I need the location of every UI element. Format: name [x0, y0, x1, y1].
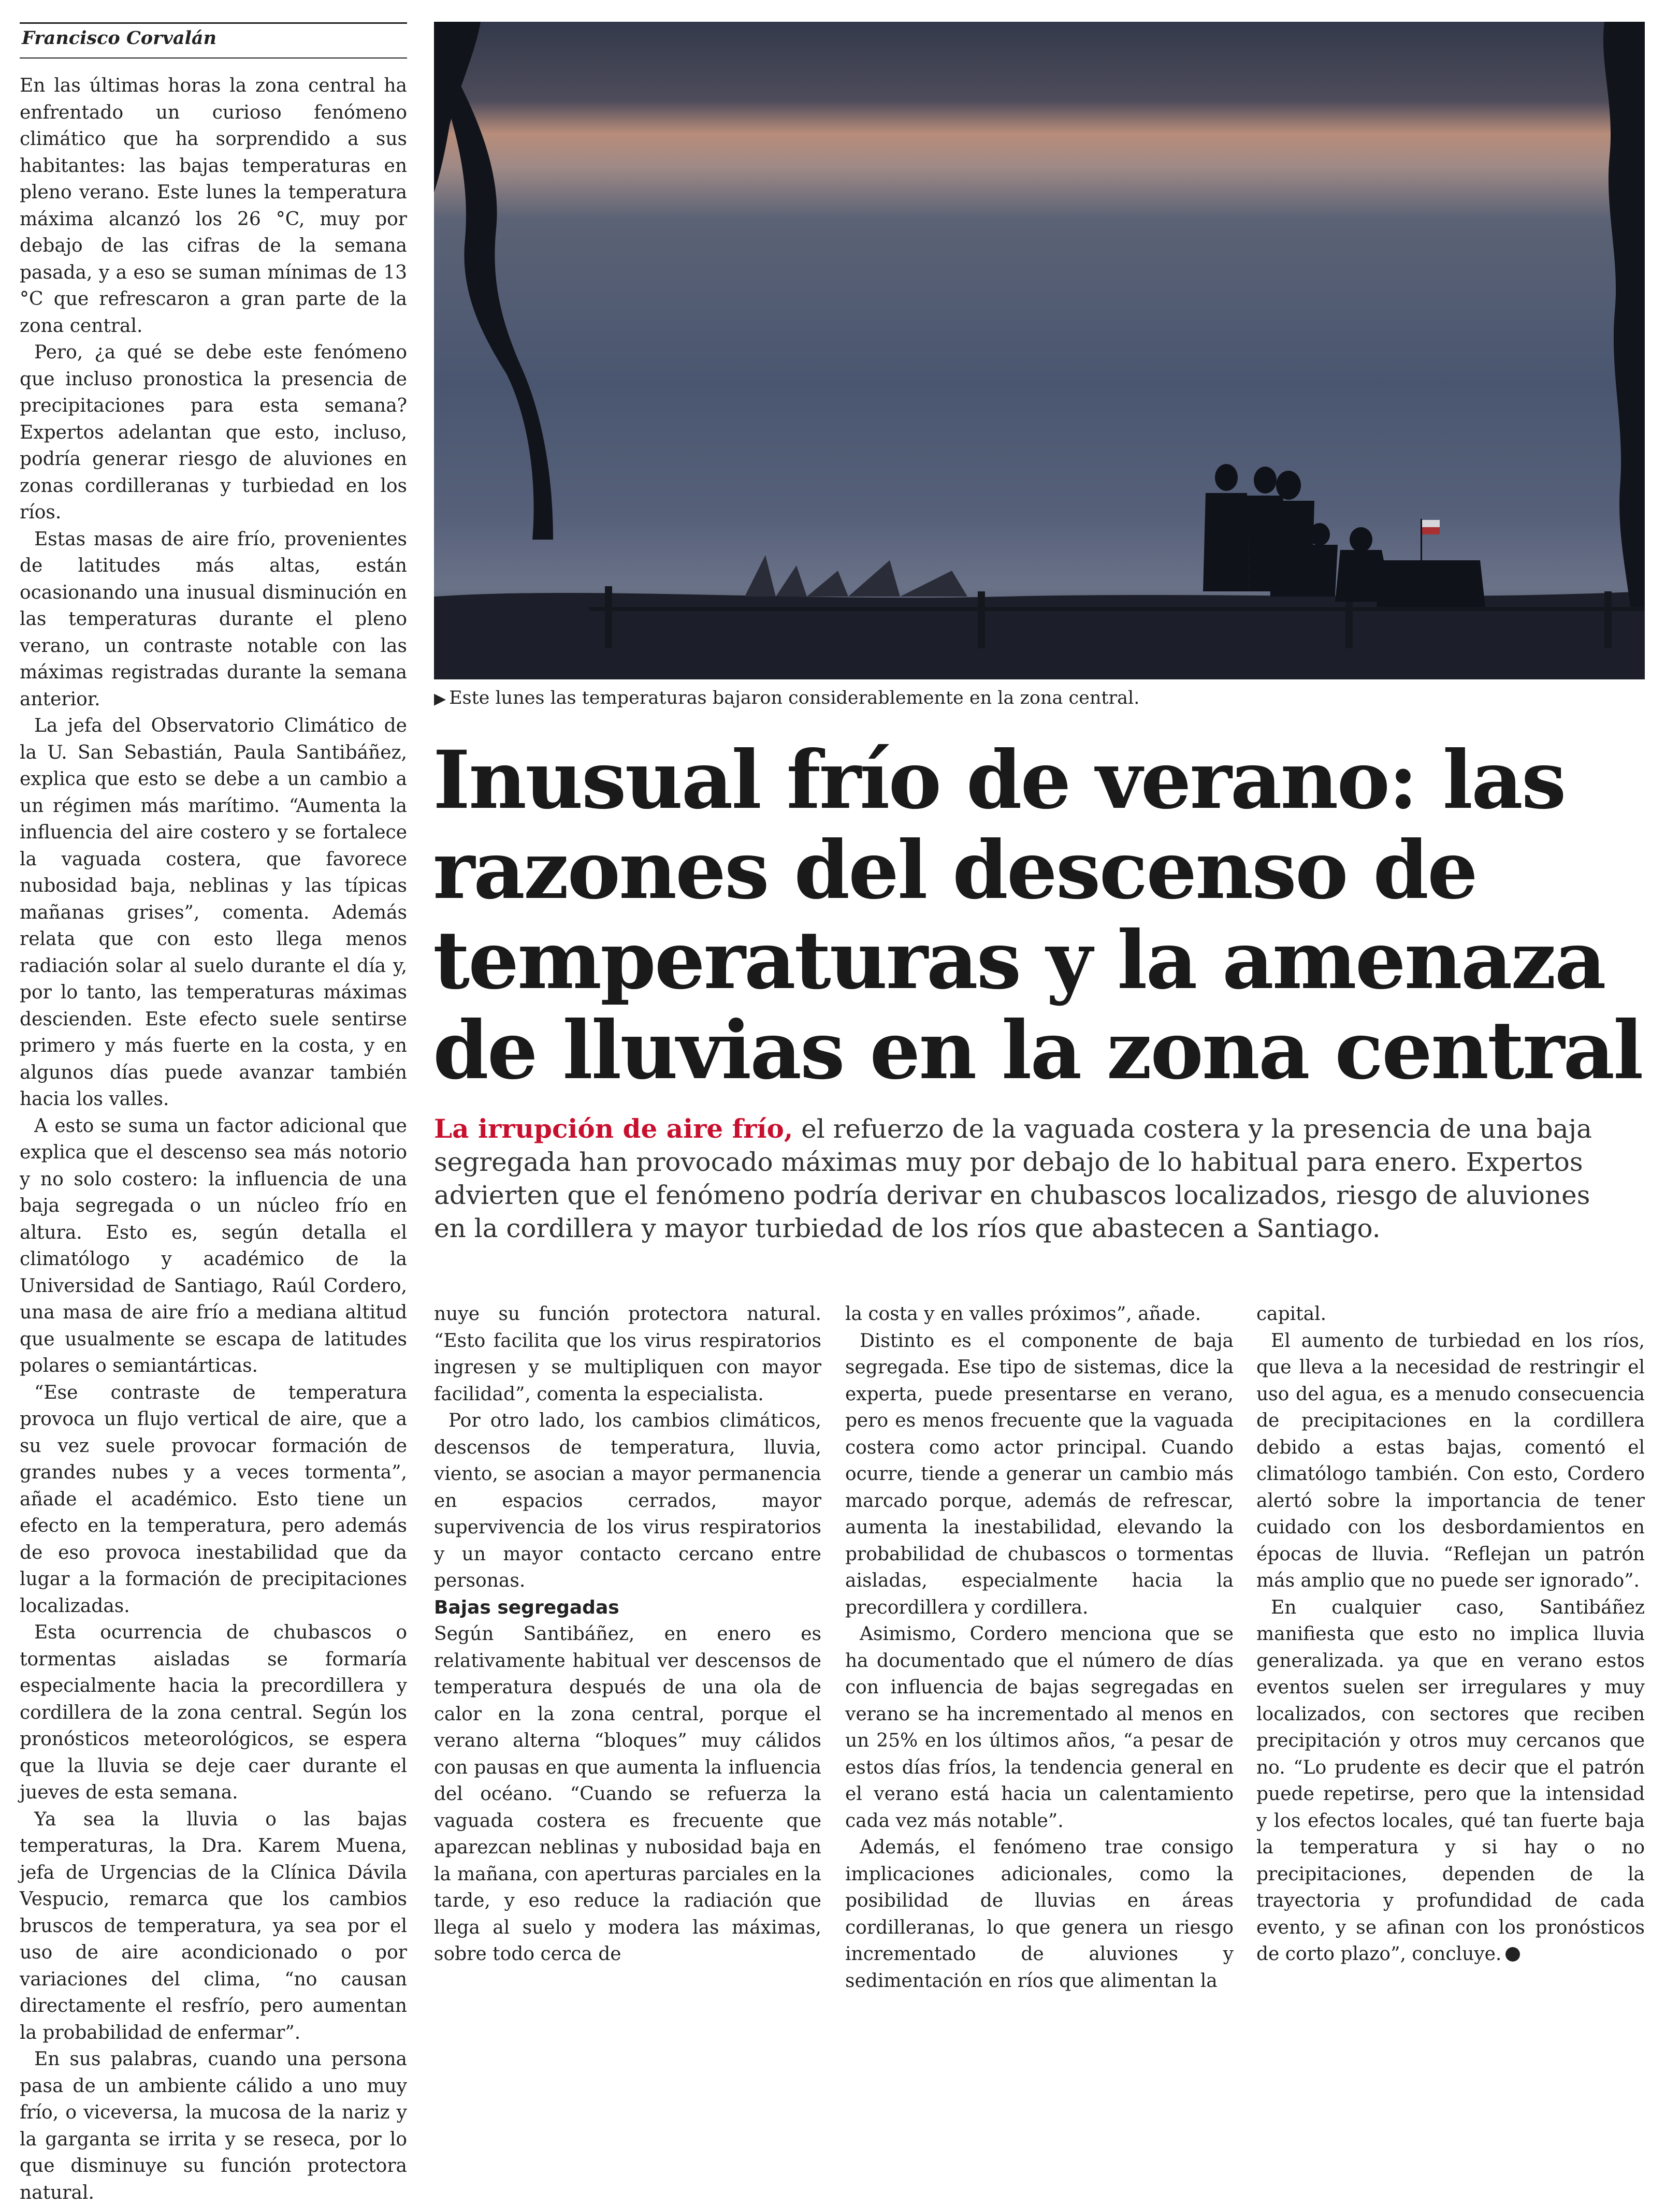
paragraph: Esta ocurrencia de chubascos o tormentas aisladas se formaría especialmente hacia la precordillera y cordillera de la zona central. Según los pronósticos meteorológicos, se espera que la lluvia se deje caer durante el jueves de esta semana.	[20, 1622, 407, 1803]
paragraph: La jefa del Observatorio Climático de la U. San Sebastián, Paula Santibáñez, explica que esto se debe a un cambio a un régimen más marítimo. “Aumenta la influencia del aire costero y se fortalece la vaguada costera, que favorece nubosidad baja, neblinas y las típicas mañanas grises”, comenta. Además relata que con esto llega menos radiación solar al suelo durante el día y, por lo tanto, las temperaturas máximas descienden. Este efecto suele sentirse primero y más fuerte en la costa, y en algunos días puede avanzar también hacia los valles.	[20, 715, 407, 1110]
byline: Francisco Corvalán	[22, 27, 217, 49]
paragraph: Asimismo, Cordero menciona que se ha documentado que el número de días con influencia de bajas segregadas en verano se ha incrementado al menos en un 25% en los últimos años, “a pesar de estos días fríos, la tendencia general en el verano está hacia un calentamiento cada vez más notable”.	[845, 1623, 1234, 1832]
lead-highlight: La irrupción de aire frío,	[434, 1113, 793, 1144]
paragraph: A esto se suma un factor adicional que explica que el descenso sea más notorio y no solo costero: la influencia de una baja segregada o un núcleo frío en altura. Esto es, según detalla el climatólogo y académico de la Universidad de Santiago, Raúl Cordero, una masa de aire frío a mediana altitud que usualmente se escapa de latitudes polares o semiantárticas.	[20, 1115, 407, 1376]
paragraph	[1256, 1594, 1645, 1968]
paragraph: la costa y en valles próximos”, añade.	[845, 1303, 1201, 1325]
paragraph: Según Santibáñez, en enero es relativamente habitual ver descensos de temperatura después de una ola de calor en la zona central, porque el verano alterna “bloques” muy cálidos con pausas en que aumenta la influencia del océano. “Cuando se refuerza la vaguada costera es frecuente que aparezcan neblinas y nubosidad baja en la mañana, con aperturas parciales en la tarde, y eso reduce la radiación que llega al suelo y modera las máximas, sobre todo cerca de	[434, 1623, 821, 1965]
paragraph: Por otro lado, los cambios climáticos, descensos de temperatura, lluvia, viento, se asocian a mayor permanencia en espacios cerrados, mayor supervivencia de los virus respiratorios y un mayor contacto cercano entre personas.	[434, 1410, 821, 1591]
caption-marker-icon: ▶	[434, 690, 446, 708]
paragraph: “Ese contraste de temperatura provoca un flujo vertical de aire, que a su vez suele provocar formación de grandes nubes y a veces tormenta”, añade el académico. Esto tiene un efecto en la temperatura, pero además de eso provoca inestabilidad que da lugar a la formación de precipitaciones localizadas.	[20, 1382, 407, 1617]
end-mark-icon	[1505, 1947, 1520, 1962]
paragraph: nuye su función protectora natural. “Esto facilita que los virus respiratorios ingresen y se multipliquen con mayor facilidad”, comenta la especialista.	[434, 1303, 821, 1405]
article-column-4	[1256, 1301, 1645, 1965]
headline-line: temperaturas y la amenaza	[433, 913, 1605, 1007]
article-column-3	[845, 1301, 1234, 1992]
article-column-2	[434, 1301, 821, 1965]
headline-line: de lluvias en la zona central	[433, 1004, 1642, 1097]
article-column-1	[20, 72, 407, 2203]
paragraph: capital.	[1256, 1303, 1327, 1325]
subhead: Bajas segregadas	[434, 1597, 619, 1618]
article-photo	[434, 22, 1645, 679]
headline-line: razones del descenso de	[433, 823, 1476, 917]
paragraph: El aumento de turbiedad en los ríos, que lleva a la necesidad de restringir el uso del agua, es a menudo consecuencia de precipitaciones en la cordillera debido a estas bajas, comentó el climatólogo también. Con esto, Cordero alertó sobre la importancia de tener cuidado con los desbordamientos en épocas de lluvia. “Reflejan un patrón más amplio que no puede ser ignorado”.	[1256, 1330, 1645, 1591]
paragraph: Estas masas de aire frío, provenientes de latitudes más altas, están ocasionando una inusual disminución en las temperaturas durante el pleno verano, un contraste notable con las máximas registradas durante la semana anterior.	[20, 528, 407, 710]
paragraph-text: En cualquier caso, Santibáñez manifiesta que esto no implica lluvia generalizada. ya que en verano estos eventos suelen ser irregulares y muy localizados, con sectores que reciben precipitación y otros muy cercanos que no. “Lo prudente es decir que el patrón puede repetirse, pero que la intensidad y los efectos locales, qué tan fuerte baja la temperatura y si hay o no precipitaciones, dependen de la trayectoria y profundidad de cada evento, y se afinan con los pronósticos de corto plazo”, concluye.	[1256, 1597, 1645, 1965]
paragraph: Ya sea la lluvia o las bajas temperaturas, la Dra. Karem Muena, jefa de Urgencias de la Clínica Dávila Vespucio, remarca que los cambios bruscos de temperatura, ya sea por el uso de aire acondicionado o por variaciones del clima, “no causan directamente el resfrío, pero aumentan la probabilidad de enfermar”.	[20, 1808, 407, 2043]
byline-top-rule	[20, 22, 407, 24]
paragraph: Pero, ¿a qué se debe este fenómeno que incluso pronostica la presencia de precipitaciones para esta semana? Expertos adelantan que esto, incluso, podría generar riesgo de aluviones en zonas cordilleranas y turbiedad en los ríos.	[20, 342, 407, 523]
paragraph: En sus palabras, cuando una persona pasa de un ambiente cálido a uno muy frío, o viceversa, la mucosa de la nariz y la garganta se irrita y se reseca, por lo que disminuye su función protectora natural.	[20, 2049, 407, 2203]
photo-caption	[434, 688, 1645, 708]
headline-line: Inusual frío de verano: las	[433, 733, 1565, 827]
headline	[433, 735, 1655, 1096]
paragraph: Además, el fenómeno trae consigo implicaciones adicionales, como la posibilidad de lluvias en áreas cordilleranas, lo que genera un riesgo incrementado de aluviones y sedimentación en ríos que alimentan la	[845, 1837, 1234, 1992]
paragraph: En las últimas horas la zona central ha enfrentado un curioso fenómeno climático que ha sorprendido a sus habitantes: las bajas temperaturas en pleno verano. Este lunes la temperatura máxima alcanzó los 26 °C, muy por debajo de las cifras de la semana pasada, y a eso se suman mínimas de 13 °C que refrescaron a gran parte de la zona central.	[20, 75, 407, 337]
paragraph: Distinto es el componente de baja segregada. Ese tipo de sistemas, dice la experta, puede presentarse en verano, pero es menos frecuente que la vaguada costera como actor principal. Cuando ocurre, tiende a generar un cambio más marcado porque, además de refrescar, aumenta la inestabilidad, elevando la probabilidad de chubascos o tormentas aisladas, especialmente hacia la precordillera y cordillera.	[845, 1330, 1234, 1618]
lead-paragraph	[434, 1112, 1625, 1245]
lead-text: el refuerzo de la vaguada costera y la presencia de una baja segregada han provocado máximas muy por debajo de lo habitual para enero. Expertos advierten que el fenómeno podría derivar en chubascos localizados, riesgo de aluviones en la cordillera y mayor turbiedad de los ríos que abastecen a Santiago.	[434, 1114, 1592, 1243]
byline-bottom-rule	[20, 57, 407, 59]
caption-text: Este lunes las temperaturas bajaron considerablemente en la zona central.	[449, 688, 1140, 708]
